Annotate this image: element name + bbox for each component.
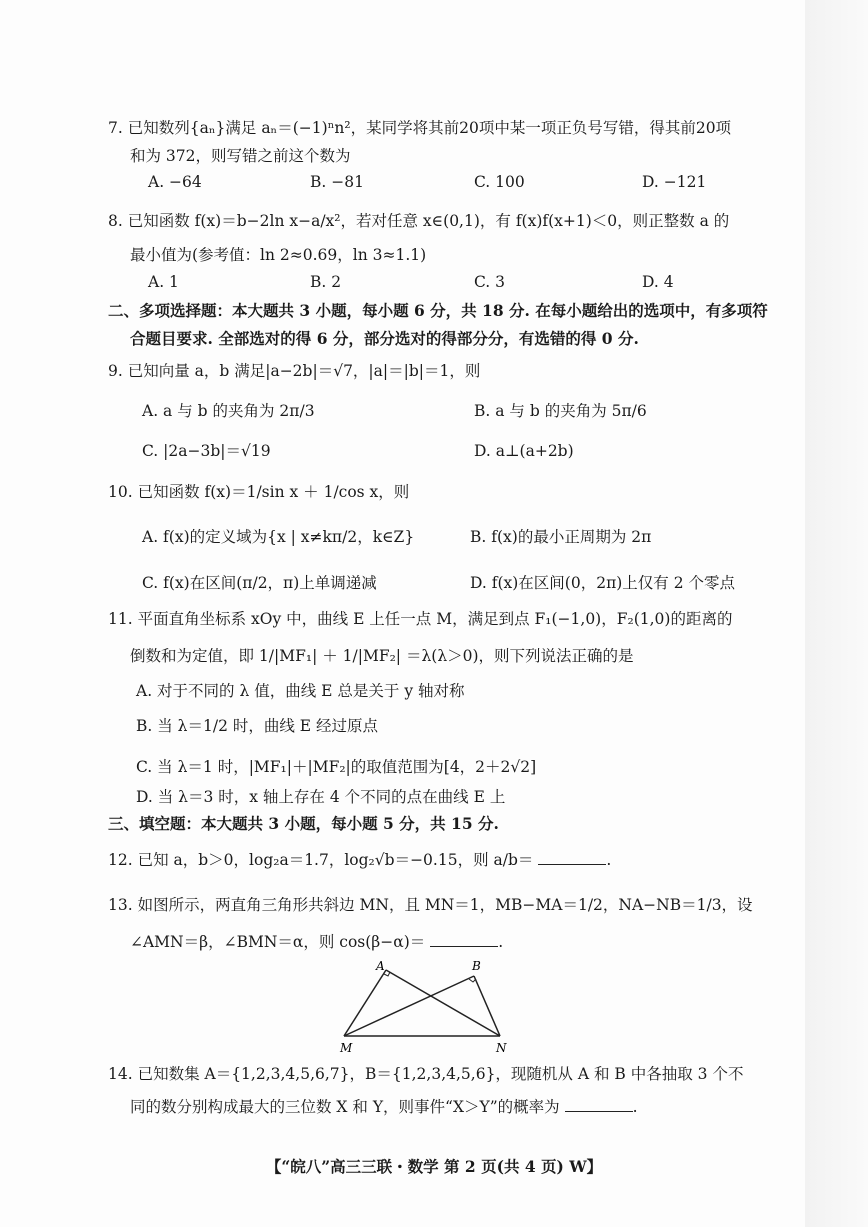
q8-option-a: A. 1 bbox=[148, 273, 179, 291]
q12-line: 12. 已知 a，b＞0，log₂a＝1.7，log₂√b＝−0.15，则 a/b＝ . bbox=[108, 851, 612, 869]
q10-option-b: B. f(x)的最小正周期为 2π bbox=[470, 528, 652, 546]
q10-option-a: A. f(x)的定义域为{x | x≠kπ/2，k∈Z} bbox=[142, 528, 415, 546]
q7-line2: 和为 372，则写错之前这个数为 bbox=[130, 147, 351, 165]
page-margin bbox=[805, 0, 868, 1227]
q8-option-b: B. 2 bbox=[310, 273, 342, 291]
label-m: M bbox=[340, 1041, 353, 1055]
segment-bn bbox=[474, 976, 500, 1036]
section2-heading-line2: 合题目要求. 全部选对的得 6 分，部分选对的得部分分，有选错的得 0 分. bbox=[130, 329, 639, 348]
q8-line2: 最小值为(参考值：ln 2≈0.69，ln 3≈1.1) bbox=[130, 246, 427, 264]
q8-option-d: D. 4 bbox=[642, 273, 674, 291]
q7-option-d: D. −121 bbox=[642, 173, 707, 191]
q9-option-d: D. a⊥(a+2b) bbox=[474, 442, 574, 460]
q14-line1: 14. 已知数集 A＝{1,2,3,4,5,6,7}，B＝{1,2,3,4,5,6}，现随机从 A 和 B 中各抽取 3 个不 bbox=[108, 1065, 744, 1083]
q9-option-c: C. |2a−3b|＝√19 bbox=[142, 442, 271, 460]
q10-stem: 10. 已知函数 f(x)＝1/sin x ＋ 1/cos x，则 bbox=[108, 483, 410, 501]
q11-option-d: D. 当 λ＝3 时，x 轴上存在 4 个不同的点在曲线 E 上 bbox=[136, 788, 506, 806]
q12-text: 12. 已知 a，b＞0，log₂a＝1.7，log₂√b＝−0.15，则 a/b＝ bbox=[108, 851, 534, 869]
q7-line1: 7. 已知数列{aₙ}满足 aₙ＝(−1)ⁿn²，某同学将其前20项中某一项正负号写错，得其前20项 bbox=[108, 119, 732, 137]
q12-answer-blank bbox=[538, 850, 606, 865]
right-angle-mark-b bbox=[469, 979, 476, 982]
page-footer: 【“皖八”高三三联・数学 第 2 页(共 4 页) W】 bbox=[265, 1157, 603, 1176]
q8-line1: 8. 已知函数 f(x)＝b−2ln x−a/x²，若对任意 x∈(0,1)，有 f(x)f(x+1)＜0，则正整数 a 的 bbox=[108, 212, 730, 230]
q13-line2: ∠AMN＝β，∠BMN＝α，则 cos(β−α)＝ . bbox=[130, 933, 504, 951]
q14-line2: 同的数分别构成最大的三位数 X 和 Y，则事件“X＞Y”的概率为 . bbox=[130, 1098, 638, 1116]
q11-option-a: A. 对于不同的 λ 值，曲线 E 总是关于 y 轴对称 bbox=[136, 682, 465, 700]
q11-option-c: C. 当 λ＝1 时，|MF₁|＋|MF₂|的取值范围为[4，2＋2√2] bbox=[136, 758, 537, 776]
q9-option-a: A. a 与 b 的夹角为 2π/3 bbox=[142, 402, 315, 420]
q13-line1: 13. 如图所示，两直角三角形共斜边 MN，且 MN＝1，MB−MA＝1/2，NA−NB＝1/3，设 bbox=[108, 896, 753, 914]
q14-answer-blank bbox=[565, 1097, 633, 1112]
q11-line2: 倒数和为定值，即 1/|MF₁| ＋ 1/|MF₂| ＝λ(λ＞0)，则下列说法正确的是 bbox=[130, 647, 634, 665]
q10-option-c: C. f(x)在区间(π/2，π)上单调递减 bbox=[142, 574, 377, 592]
triangle-figure bbox=[330, 960, 530, 1055]
q13-text: ∠AMN＝β，∠BMN＝α，则 cos(β−α)＝ bbox=[130, 933, 426, 951]
section3-heading: 三、填空题：本大题共 3 小题，每小题 5 分，共 15 分. bbox=[108, 814, 499, 833]
q10-option-d: D. f(x)在区间(0，2π)上仅有 2 个零点 bbox=[470, 574, 736, 592]
q7-option-a: A. −64 bbox=[148, 173, 202, 191]
q8-option-c: C. 3 bbox=[474, 273, 506, 291]
segment-an bbox=[386, 970, 500, 1036]
label-b: B bbox=[472, 960, 481, 973]
q14-text: 同的数分别构成最大的三位数 X 和 Y，则事件“X＞Y”的概率为 bbox=[130, 1098, 560, 1116]
q11-line1: 11. 平面直角坐标系 xOy 中，曲线 E 上任一点 M，满足到点 F₁(−1,0)，F₂(1,0)的距离的 bbox=[108, 610, 733, 628]
label-n: N bbox=[496, 1041, 507, 1055]
q11-option-b: B. 当 λ＝1/2 时，曲线 E 经过原点 bbox=[136, 717, 379, 735]
q7-option-b: B. −81 bbox=[310, 173, 364, 191]
q9-stem: 9. 已知向量 a，b 满足|a−2b|＝√7，|a|＝|b|＝1，则 bbox=[108, 362, 481, 380]
section2-heading-line1: 二、多项选择题：本大题共 3 小题，每小题 6 分，共 18 分. 在每小题给出的选项中，有多项符 bbox=[108, 301, 768, 320]
q9-option-b: B. a 与 b 的夹角为 5π/6 bbox=[474, 402, 647, 420]
q7-option-c: C. 100 bbox=[474, 173, 525, 191]
q13-answer-blank bbox=[430, 932, 498, 947]
label-a: A bbox=[376, 960, 385, 973]
